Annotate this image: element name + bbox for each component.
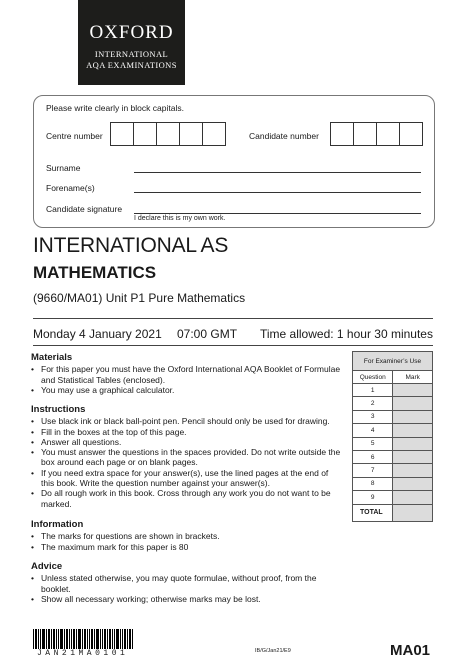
- unit-title: (9660/MA01) Unit P1 Pure Mathematics: [33, 291, 246, 305]
- question-number: 9: [353, 491, 393, 504]
- mark-cell[interactable]: [393, 450, 433, 463]
- centre-digit-box[interactable]: [202, 122, 226, 146]
- mark-cell[interactable]: [393, 410, 433, 423]
- advice-section: [31, 562, 343, 604]
- list-item: • You may use a graphical calculator.: [31, 385, 343, 395]
- list-item: • If you need extra space for your answer(s), use the lined pages at the end of this book. Write the question number against your answer(s).: [31, 468, 343, 489]
- time-allowed: Time allowed: 1 hour 30 minutes: [260, 327, 433, 341]
- logo-aqa: AQA EXAMINATIONS: [86, 60, 177, 70]
- examiner-use-title: For Examiner’s Use: [353, 352, 433, 371]
- list-item: • Use black ink or black ball-point pen. Pencil should only be used for drawing.: [31, 416, 343, 426]
- list-item: • Answer all questions.: [31, 437, 343, 447]
- candidate-number-boxes[interactable]: [330, 122, 422, 146]
- block-capitals-note: Please write clearly in block capitals.: [46, 103, 184, 113]
- forenames-label: Forename(s): [46, 183, 95, 193]
- divider: [33, 318, 433, 319]
- barcode-text: JAN21MA0101: [37, 649, 129, 658]
- list-item: • Do all rough work in this book. Cross through any work you do not want to be marked.: [31, 488, 343, 509]
- question-column-header: Question: [353, 371, 393, 384]
- centre-digit-box[interactable]: [110, 122, 134, 146]
- instructions-section: [31, 405, 343, 509]
- centre-digit-box[interactable]: [156, 122, 180, 146]
- exam-time: 07:00 GMT: [177, 327, 238, 341]
- candidate-digit-box[interactable]: [353, 122, 377, 146]
- materials-heading: Materials: [31, 352, 73, 363]
- question-number: 1: [353, 384, 393, 397]
- paper-reference: IB/G/Jan21/E9: [255, 648, 291, 654]
- centre-number-boxes[interactable]: [110, 122, 225, 146]
- candidate-details-box: [33, 95, 435, 228]
- question-number: 6: [353, 450, 393, 463]
- list-item: • Fill in the boxes at the top of this page.: [31, 427, 343, 437]
- oxford-aqa-logo: [78, 0, 185, 85]
- advice-heading: Advice: [31, 561, 63, 572]
- surname-label: Surname: [46, 163, 81, 173]
- exam-date: Monday 4 January 2021: [33, 327, 162, 341]
- mark-cell[interactable]: [393, 384, 433, 397]
- list-item: • The maximum mark for this paper is 80: [31, 542, 343, 552]
- barcode: [33, 629, 161, 649]
- qualification-title: INTERNATIONAL AS: [33, 234, 229, 257]
- centre-number-label: Centre number: [46, 131, 103, 141]
- subject-title: MATHEMATICS: [33, 263, 157, 282]
- total-mark-cell[interactable]: [393, 504, 433, 521]
- logo-oxford: OXFORD: [89, 22, 174, 43]
- examiner-use-table: [352, 351, 433, 522]
- mark-cell[interactable]: [393, 397, 433, 410]
- mark-cell[interactable]: [393, 491, 433, 504]
- list-item: • Unless stated otherwise, you may quote formulae, without proof, from the booklet.: [31, 573, 343, 594]
- candidate-digit-box[interactable]: [399, 122, 423, 146]
- logo-international: INTERNATIONAL: [94, 49, 169, 59]
- question-number: 4: [353, 424, 393, 437]
- list-item: • For this paper you must have the Oxford International AQA Booklet of Formulae and Statistical Tables (enclosed).: [31, 364, 343, 385]
- information-section: [31, 520, 343, 552]
- paper-code: MA01: [390, 642, 431, 659]
- candidate-digit-box[interactable]: [376, 122, 400, 146]
- divider: [33, 345, 433, 346]
- centre-digit-box[interactable]: [133, 122, 157, 146]
- materials-section: [31, 353, 343, 395]
- mark-cell[interactable]: [393, 424, 433, 437]
- candidate-digit-box[interactable]: [330, 122, 354, 146]
- question-number: 7: [353, 464, 393, 477]
- centre-digit-box[interactable]: [179, 122, 203, 146]
- question-number: 8: [353, 477, 393, 490]
- signature-label: Candidate signature: [46, 204, 123, 214]
- mark-cell[interactable]: [393, 477, 433, 490]
- mark-cell[interactable]: [393, 464, 433, 477]
- surname-field[interactable]: [134, 172, 421, 173]
- candidate-number-label: Candidate number: [249, 131, 319, 141]
- mark-column-header: Mark: [393, 371, 433, 384]
- forenames-field[interactable]: [134, 192, 421, 193]
- mark-cell[interactable]: [393, 437, 433, 450]
- instructions-heading: Instructions: [31, 404, 86, 415]
- total-label: TOTAL: [353, 504, 393, 521]
- information-heading: Information: [31, 519, 84, 530]
- list-item: • You must answer the questions in the spaces provided. Do not write outside the box around each page or on blank pages.: [31, 447, 343, 468]
- declaration-text: I declare this is my own work.: [134, 215, 226, 222]
- list-item: • The marks for questions are shown in brackets.: [31, 531, 343, 541]
- question-number: 5: [353, 437, 393, 450]
- list-item: • Show all necessary working; otherwise marks may be lost.: [31, 594, 343, 604]
- question-number: 2: [353, 397, 393, 410]
- signature-field[interactable]: [134, 213, 421, 214]
- question-number: 3: [353, 410, 393, 423]
